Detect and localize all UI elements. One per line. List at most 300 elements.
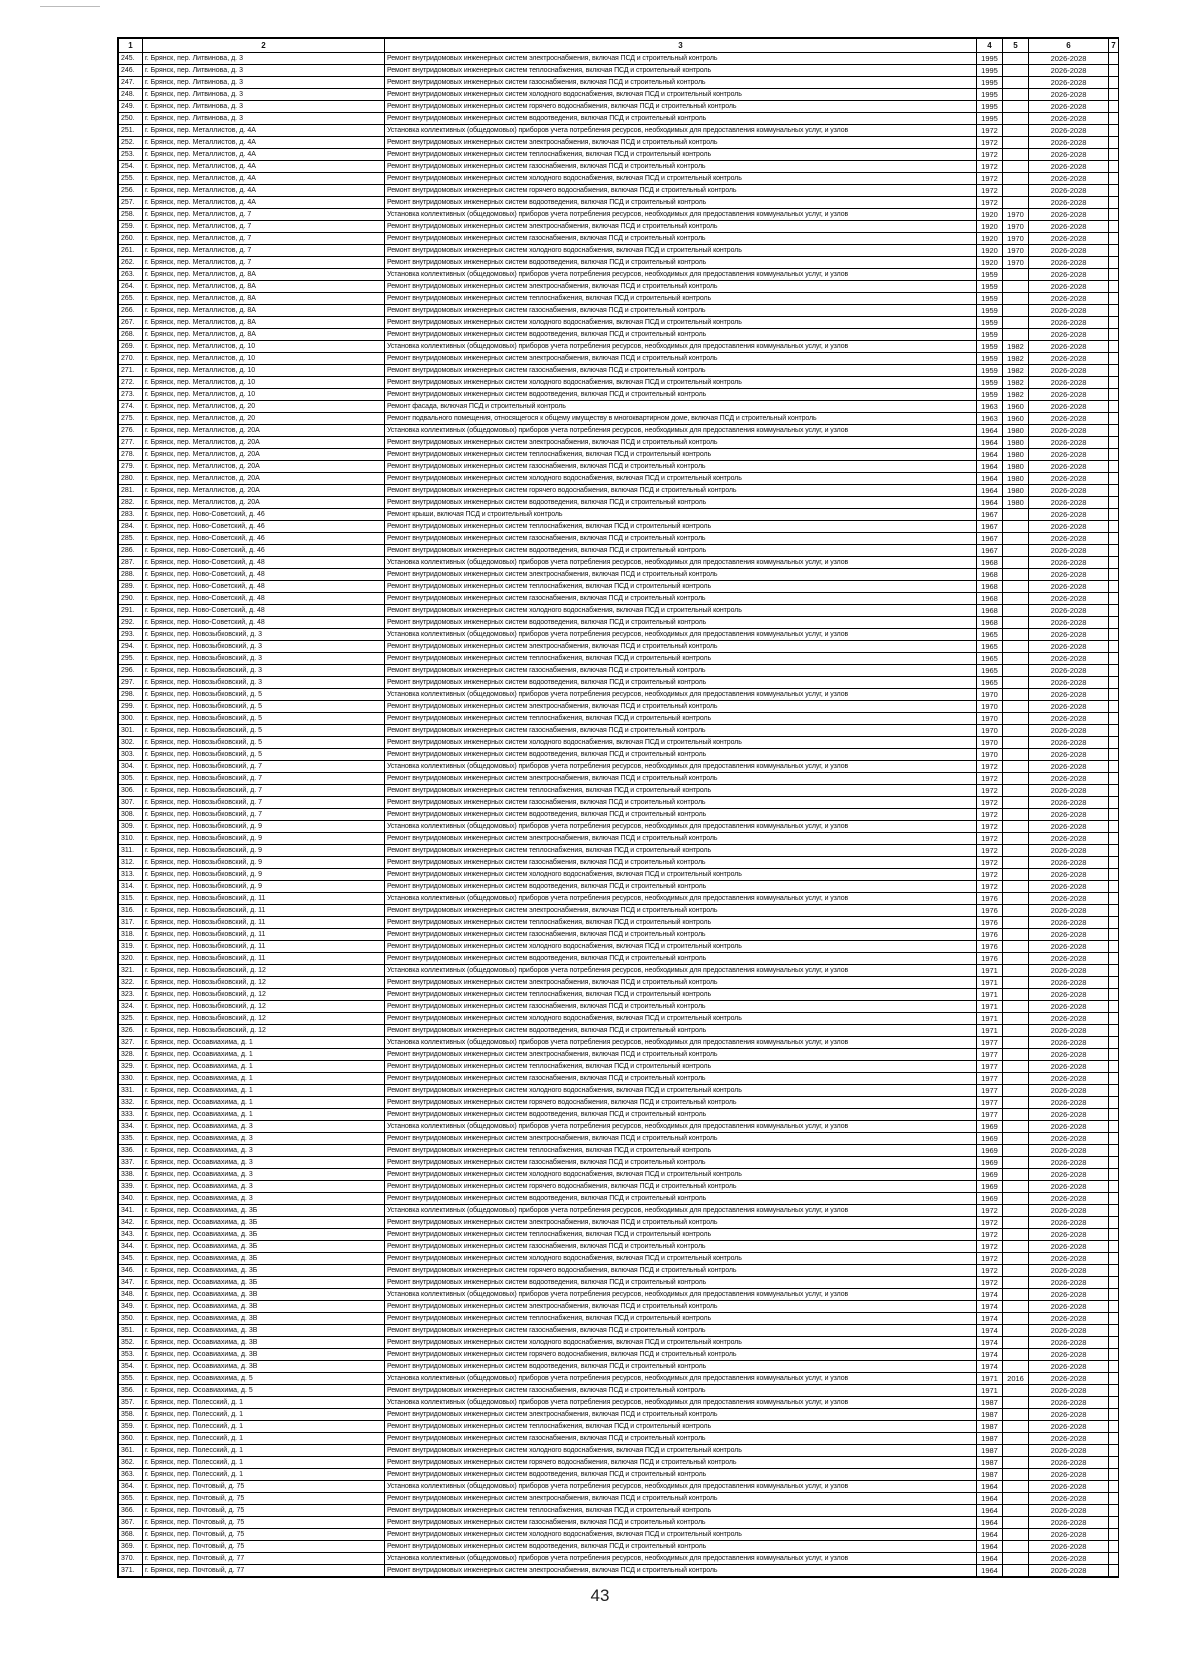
extra-cell bbox=[1109, 1469, 1119, 1481]
address-cell: г. Брянск, пер. Новозыбковский, д. 11 bbox=[143, 953, 385, 965]
period-cell: 2026-2028 bbox=[1029, 257, 1109, 269]
work-type-cell: Ремонт внутридомовых инженерных систем электроснабжения, включая ПСД и строительный контроль bbox=[385, 53, 977, 65]
row-number: 303. bbox=[119, 749, 143, 761]
period-cell: 2026-2028 bbox=[1029, 1157, 1109, 1169]
row-number: 304. bbox=[119, 761, 143, 773]
table-row bbox=[119, 701, 1119, 713]
period-cell: 2026-2028 bbox=[1029, 1277, 1109, 1289]
row-number: 335. bbox=[119, 1133, 143, 1145]
table-row bbox=[119, 1037, 1119, 1049]
build-year-cell: 1965 bbox=[977, 641, 1003, 653]
period-cell: 2026-2028 bbox=[1029, 1349, 1109, 1361]
row-number: 294. bbox=[119, 641, 143, 653]
table-row bbox=[119, 365, 1119, 377]
row-number: 368. bbox=[119, 1529, 143, 1541]
table-row bbox=[119, 1013, 1119, 1025]
work-type-cell: Ремонт внутридомовых инженерных систем газоснабжения, включая ПСД и строительный контроль bbox=[385, 1157, 977, 1169]
period-cell: 2026-2028 bbox=[1029, 1445, 1109, 1457]
table-row bbox=[119, 785, 1119, 797]
renovation-year-cell: 1982 bbox=[1003, 365, 1029, 377]
renovation-year-cell bbox=[1003, 305, 1029, 317]
renovation-year-cell: 2016 bbox=[1003, 1373, 1029, 1385]
work-type-cell: Ремонт внутридомовых инженерных систем холодного водоснабжения, включая ПСД и строительный контроль bbox=[385, 1253, 977, 1265]
period-cell: 2026-2028 bbox=[1029, 881, 1109, 893]
build-year-cell: 1964 bbox=[977, 1553, 1003, 1565]
extra-cell bbox=[1109, 953, 1119, 965]
build-year-cell: 1972 bbox=[977, 1277, 1003, 1289]
work-type-cell: Установка коллективных (общедомовых) приборов учета потребления ресурсов, необходимых для предоставления коммунальных услуг, и узлов bbox=[385, 689, 977, 701]
extra-cell bbox=[1109, 1193, 1119, 1205]
row-number: 365. bbox=[119, 1493, 143, 1505]
extra-cell bbox=[1109, 893, 1119, 905]
table-row bbox=[119, 809, 1119, 821]
build-year-cell: 1972 bbox=[977, 1265, 1003, 1277]
work-type-cell: Ремонт внутридомовых инженерных систем водоотведения, включая ПСД и строительный контроль bbox=[385, 881, 977, 893]
table-row bbox=[119, 509, 1119, 521]
address-cell: г. Брянск, пер. Новозыбковский, д. 7 bbox=[143, 761, 385, 773]
row-number: 328. bbox=[119, 1049, 143, 1061]
extra-cell bbox=[1109, 1049, 1119, 1061]
row-number: 287. bbox=[119, 557, 143, 569]
work-type-cell: Ремонт внутридомовых инженерных систем холодного водоснабжения, включая ПСД и строительный контроль bbox=[385, 377, 977, 389]
row-number: 319. bbox=[119, 941, 143, 953]
work-type-cell: Ремонт внутридомовых инженерных систем теплоснабжения, включая ПСД и строительный контроль bbox=[385, 1421, 977, 1433]
work-type-cell: Установка коллективных (общедомовых) приборов учета потребления ресурсов, необходимых для предоставления коммунальных услуг, и узлов bbox=[385, 425, 977, 437]
build-year-cell: 1964 bbox=[977, 461, 1003, 473]
build-year-cell: 1972 bbox=[977, 785, 1003, 797]
extra-cell bbox=[1109, 1145, 1119, 1157]
extra-cell bbox=[1109, 1253, 1119, 1265]
row-number: 297. bbox=[119, 677, 143, 689]
work-type-cell: Ремонт внутридомовых инженерных систем водоотведения, включая ПСД и строительный контроль bbox=[385, 677, 977, 689]
work-type-cell: Ремонт внутридомовых инженерных систем водоотведения, включая ПСД и строительный контроль bbox=[385, 749, 977, 761]
row-number: 248. bbox=[119, 89, 143, 101]
extra-cell bbox=[1109, 581, 1119, 593]
period-cell: 2026-2028 bbox=[1029, 461, 1109, 473]
build-year-cell: 1976 bbox=[977, 953, 1003, 965]
build-year-cell: 1969 bbox=[977, 1133, 1003, 1145]
extra-cell bbox=[1109, 809, 1119, 821]
address-cell: г. Брянск, пер. Новозыбковский, д. 9 bbox=[143, 881, 385, 893]
address-cell: г. Брянск, пер. Металлистов, д. 4А bbox=[143, 137, 385, 149]
work-type-cell: Ремонт внутридомовых инженерных систем газоснабжения, включая ПСД и строительный контроль bbox=[385, 665, 977, 677]
renovation-year-cell bbox=[1003, 1481, 1029, 1493]
address-cell: г. Брянск, пер. Новозыбковский, д. 9 bbox=[143, 833, 385, 845]
build-year-cell: 1987 bbox=[977, 1397, 1003, 1409]
build-year-cell: 1976 bbox=[977, 893, 1003, 905]
row-number: 320. bbox=[119, 953, 143, 965]
work-type-cell: Ремонт внутридомовых инженерных систем газоснабжения, включая ПСД и строительный контроль bbox=[385, 857, 977, 869]
work-type-cell: Ремонт внутридомовых инженерных систем электроснабжения, включая ПСД и строительный контроль bbox=[385, 701, 977, 713]
build-year-cell: 1965 bbox=[977, 653, 1003, 665]
renovation-year-cell bbox=[1003, 1397, 1029, 1409]
table-row bbox=[119, 905, 1119, 917]
address-cell: г. Брянск, пер. Новозыбковский, д. 12 bbox=[143, 977, 385, 989]
build-year-cell: 1995 bbox=[977, 89, 1003, 101]
work-type-cell: Установка коллективных (общедомовых) приборов учета потребления ресурсов, необходимых для предоставления коммунальных услуг, и узлов bbox=[385, 1289, 977, 1301]
address-cell: г. Брянск, пер. Металлистов, д. 4А bbox=[143, 173, 385, 185]
address-cell: г. Брянск, пер. Новозыбковский, д. 3 bbox=[143, 629, 385, 641]
row-number: 314. bbox=[119, 881, 143, 893]
extra-cell bbox=[1109, 305, 1119, 317]
table-row bbox=[119, 821, 1119, 833]
renovation-year-cell bbox=[1003, 77, 1029, 89]
work-type-cell: Ремонт внутридомовых инженерных систем теплоснабжения, включая ПСД и строительный контроль bbox=[385, 845, 977, 857]
renovation-year-cell bbox=[1003, 965, 1029, 977]
extra-cell bbox=[1109, 965, 1119, 977]
renovation-year-cell bbox=[1003, 557, 1029, 569]
address-cell: г. Брянск, пер. Новозыбковский, д. 9 bbox=[143, 869, 385, 881]
work-type-cell: Ремонт внутридомовых инженерных систем холодного водоснабжения, включая ПСД и строительный контроль bbox=[385, 1529, 977, 1541]
renovation-year-cell bbox=[1003, 101, 1029, 113]
build-year-cell: 1972 bbox=[977, 833, 1003, 845]
extra-cell bbox=[1109, 1493, 1119, 1505]
table-row bbox=[119, 1493, 1119, 1505]
renovation-year-cell bbox=[1003, 509, 1029, 521]
row-number: 349. bbox=[119, 1301, 143, 1313]
renovation-year-cell bbox=[1003, 1445, 1029, 1457]
table-row bbox=[119, 533, 1119, 545]
renovation-year-cell bbox=[1003, 1013, 1029, 1025]
extra-cell bbox=[1109, 1421, 1119, 1433]
row-number: 283. bbox=[119, 509, 143, 521]
extra-cell bbox=[1109, 209, 1119, 221]
period-cell: 2026-2028 bbox=[1029, 1109, 1109, 1121]
address-cell: г. Брянск, пер. Новозыбковский, д. 7 bbox=[143, 809, 385, 821]
table-row bbox=[119, 1445, 1119, 1457]
row-number: 333. bbox=[119, 1109, 143, 1121]
period-cell: 2026-2028 bbox=[1029, 821, 1109, 833]
extra-cell bbox=[1109, 521, 1119, 533]
row-number: 265. bbox=[119, 293, 143, 305]
row-number: 363. bbox=[119, 1469, 143, 1481]
table-row bbox=[119, 641, 1119, 653]
extra-cell bbox=[1109, 1529, 1119, 1541]
period-cell: 2026-2028 bbox=[1029, 1025, 1109, 1037]
column-header: 3 bbox=[385, 39, 977, 53]
build-year-cell: 1972 bbox=[977, 161, 1003, 173]
address-cell: г. Брянск, пер. Литвинова, д. 3 bbox=[143, 65, 385, 77]
work-type-cell: Ремонт внутридомовых инженерных систем холодного водоснабжения, включая ПСД и строительный контроль bbox=[385, 1085, 977, 1097]
extra-cell bbox=[1109, 125, 1119, 137]
page-number: 43 bbox=[590, 1586, 610, 1605]
row-number: 315. bbox=[119, 893, 143, 905]
build-year-cell: 1959 bbox=[977, 317, 1003, 329]
period-cell: 2026-2028 bbox=[1029, 1373, 1109, 1385]
table-row bbox=[119, 977, 1119, 989]
build-year-cell: 1969 bbox=[977, 1169, 1003, 1181]
build-year-cell: 1964 bbox=[977, 473, 1003, 485]
work-type-cell: Ремонт внутридомовых инженерных систем электроснабжения, включая ПСД и строительный контроль bbox=[385, 1301, 977, 1313]
build-year-cell: 1974 bbox=[977, 1301, 1003, 1313]
work-type-cell: Ремонт внутридомовых инженерных систем горячего водоснабжения, включая ПСД и строительный контроль bbox=[385, 1457, 977, 1469]
table-row bbox=[119, 113, 1119, 125]
row-number: 252. bbox=[119, 137, 143, 149]
work-type-cell: Ремонт внутридомовых инженерных систем электроснабжения, включая ПСД и строительный контроль bbox=[385, 281, 977, 293]
work-type-cell: Ремонт внутридомовых инженерных систем электроснабжения, включая ПСД и строительный контроль bbox=[385, 353, 977, 365]
build-year-cell: 1995 bbox=[977, 101, 1003, 113]
address-cell: г. Брянск, пер. Новозыбковский, д. 11 bbox=[143, 929, 385, 941]
table-row bbox=[119, 833, 1119, 845]
build-year-cell: 1959 bbox=[977, 389, 1003, 401]
row-number: 360. bbox=[119, 1433, 143, 1445]
period-cell: 2026-2028 bbox=[1029, 1421, 1109, 1433]
build-year-cell: 1959 bbox=[977, 353, 1003, 365]
table-row bbox=[119, 713, 1119, 725]
build-year-cell: 1974 bbox=[977, 1313, 1003, 1325]
work-type-cell: Ремонт подвального помещения, относящегося к общему имуществу в многоквартирном доме, включая ПСД и строительный контроль bbox=[385, 413, 977, 425]
period-cell: 2026-2028 bbox=[1029, 1541, 1109, 1553]
table-row bbox=[119, 1385, 1119, 1397]
extra-cell bbox=[1109, 365, 1119, 377]
work-type-cell: Ремонт внутридомовых инженерных систем теплоснабжения, включая ПСД и строительный контроль bbox=[385, 449, 977, 461]
period-cell: 2026-2028 bbox=[1029, 1565, 1109, 1577]
build-year-cell: 1970 bbox=[977, 713, 1003, 725]
period-cell: 2026-2028 bbox=[1029, 749, 1109, 761]
row-number: 251. bbox=[119, 125, 143, 137]
build-year-cell: 1972 bbox=[977, 857, 1003, 869]
period-cell: 2026-2028 bbox=[1029, 1145, 1109, 1157]
renovation-year-cell bbox=[1003, 593, 1029, 605]
table-row bbox=[119, 65, 1119, 77]
renovation-year-cell bbox=[1003, 149, 1029, 161]
table-row bbox=[119, 1553, 1119, 1565]
build-year-cell: 1972 bbox=[977, 869, 1003, 881]
table-row bbox=[119, 653, 1119, 665]
build-year-cell: 1987 bbox=[977, 1457, 1003, 1469]
build-year-cell: 1959 bbox=[977, 329, 1003, 341]
row-number: 371. bbox=[119, 1565, 143, 1577]
work-type-cell: Ремонт внутридомовых инженерных систем горячего водоснабжения, включая ПСД и строительный контроль bbox=[385, 1097, 977, 1109]
renovation-year-cell bbox=[1003, 173, 1029, 185]
extra-cell bbox=[1109, 1289, 1119, 1301]
row-number: 293. bbox=[119, 629, 143, 641]
build-year-cell: 1995 bbox=[977, 77, 1003, 89]
renovation-year-cell bbox=[1003, 1097, 1029, 1109]
renovation-year-cell bbox=[1003, 929, 1029, 941]
build-year-cell: 1967 bbox=[977, 509, 1003, 521]
work-type-cell: Ремонт внутридомовых инженерных систем теплоснабжения, включая ПСД и строительный контроль bbox=[385, 65, 977, 77]
row-number: 281. bbox=[119, 485, 143, 497]
work-type-cell: Ремонт внутридомовых инженерных систем водоотведения, включая ПСД и строительный контроль bbox=[385, 113, 977, 125]
renovation-year-cell bbox=[1003, 1265, 1029, 1277]
renovation-year-cell bbox=[1003, 881, 1029, 893]
row-number: 284. bbox=[119, 521, 143, 533]
work-type-cell: Установка коллективных (общедомовых) приборов учета потребления ресурсов, необходимых для предоставления коммунальных услуг, и узлов bbox=[385, 1205, 977, 1217]
table-row bbox=[119, 629, 1119, 641]
document-sheet bbox=[117, 37, 1119, 1578]
period-cell: 2026-2028 bbox=[1029, 701, 1109, 713]
address-cell: г. Брянск, пер. Осоавиахима, д. 1 bbox=[143, 1109, 385, 1121]
extra-cell bbox=[1109, 161, 1119, 173]
work-type-cell: Ремонт внутридомовых инженерных систем газоснабжения, включая ПСД и строительный контроль bbox=[385, 1385, 977, 1397]
work-type-cell: Ремонт внутридомовых инженерных систем теплоснабжения, включая ПСД и строительный контроль bbox=[385, 1229, 977, 1241]
work-type-cell: Установка коллективных (общедомовых) приборов учета потребления ресурсов, необходимых для предоставления коммунальных услуг, и узлов bbox=[385, 557, 977, 569]
extra-cell bbox=[1109, 377, 1119, 389]
row-number: 348. bbox=[119, 1289, 143, 1301]
work-type-cell: Установка коллективных (общедомовых) приборов учета потребления ресурсов, необходимых для предоставления коммунальных услуг, и узлов bbox=[385, 821, 977, 833]
row-number: 305. bbox=[119, 773, 143, 785]
address-cell: г. Брянск, пер. Полесский, д. 1 bbox=[143, 1469, 385, 1481]
extra-cell bbox=[1109, 197, 1119, 209]
address-cell: г. Брянск, пер. Новозыбковский, д. 12 bbox=[143, 1013, 385, 1025]
extra-cell bbox=[1109, 1277, 1119, 1289]
table-row bbox=[119, 917, 1119, 929]
table-row bbox=[119, 125, 1119, 137]
build-year-cell: 1969 bbox=[977, 1181, 1003, 1193]
extra-cell bbox=[1109, 1445, 1119, 1457]
period-cell: 2026-2028 bbox=[1029, 1013, 1109, 1025]
renovation-year-cell bbox=[1003, 317, 1029, 329]
extra-cell bbox=[1109, 1433, 1119, 1445]
address-cell: г. Брянск, пер. Новозыбковский, д. 5 bbox=[143, 725, 385, 737]
extra-cell bbox=[1109, 497, 1119, 509]
period-cell: 2026-2028 bbox=[1029, 677, 1109, 689]
address-cell: г. Брянск, пер. Металлистов, д. 20А bbox=[143, 449, 385, 461]
row-number: 322. bbox=[119, 977, 143, 989]
extra-cell bbox=[1109, 653, 1119, 665]
period-cell: 2026-2028 bbox=[1029, 233, 1109, 245]
build-year-cell: 1987 bbox=[977, 1433, 1003, 1445]
row-number: 288. bbox=[119, 569, 143, 581]
renovation-year-cell: 1980 bbox=[1003, 437, 1029, 449]
extra-cell bbox=[1109, 1001, 1119, 1013]
table-row bbox=[119, 1049, 1119, 1061]
extra-cell bbox=[1109, 833, 1119, 845]
address-cell: г. Брянск, пер. Осоавиахима, д. 3Б bbox=[143, 1277, 385, 1289]
table-row bbox=[119, 269, 1119, 281]
renovation-year-cell bbox=[1003, 761, 1029, 773]
row-number: 289. bbox=[119, 581, 143, 593]
table-row bbox=[119, 989, 1119, 1001]
address-cell: г. Брянск, пер. Полесский, д. 1 bbox=[143, 1433, 385, 1445]
build-year-cell: 1971 bbox=[977, 1385, 1003, 1397]
renovation-year-cell: 1980 bbox=[1003, 425, 1029, 437]
renovation-year-cell bbox=[1003, 197, 1029, 209]
renovation-year-cell bbox=[1003, 665, 1029, 677]
table-row bbox=[119, 53, 1119, 65]
period-cell: 2026-2028 bbox=[1029, 77, 1109, 89]
row-number: 327. bbox=[119, 1037, 143, 1049]
row-number: 263. bbox=[119, 269, 143, 281]
period-cell: 2026-2028 bbox=[1029, 593, 1109, 605]
row-number: 270. bbox=[119, 353, 143, 365]
table-row bbox=[119, 1277, 1119, 1289]
address-cell: г. Брянск, пер. Новозыбковский, д. 3 bbox=[143, 641, 385, 653]
work-type-cell: Ремонт внутридомовых инженерных систем газоснабжения, включая ПСД и строительный контроль bbox=[385, 1001, 977, 1013]
renovation-year-cell bbox=[1003, 977, 1029, 989]
period-cell: 2026-2028 bbox=[1029, 845, 1109, 857]
extra-cell bbox=[1109, 1073, 1119, 1085]
period-cell: 2026-2028 bbox=[1029, 1133, 1109, 1145]
work-type-cell: Установка коллективных (общедомовых) приборов учета потребления ресурсов, необходимых для предоставления коммунальных услуг, и узлов bbox=[385, 1373, 977, 1385]
address-cell: г. Брянск, пер. Металлистов, д. 20А bbox=[143, 437, 385, 449]
build-year-cell: 1972 bbox=[977, 821, 1003, 833]
build-year-cell: 1920 bbox=[977, 221, 1003, 233]
renovation-year-cell bbox=[1003, 605, 1029, 617]
address-cell: г. Брянск, пер. Металлистов, д. 4А bbox=[143, 161, 385, 173]
row-number: 262. bbox=[119, 257, 143, 269]
address-cell: г. Брянск, пер. Осоавиахима, д. 3В bbox=[143, 1337, 385, 1349]
address-cell: г. Брянск, пер. Осоавиахима, д. 1 bbox=[143, 1073, 385, 1085]
row-number: 245. bbox=[119, 53, 143, 65]
renovation-year-cell bbox=[1003, 185, 1029, 197]
address-cell: г. Брянск, пер. Почтовый, д. 75 bbox=[143, 1493, 385, 1505]
table-row bbox=[119, 137, 1119, 149]
row-number: 355. bbox=[119, 1373, 143, 1385]
period-cell: 2026-2028 bbox=[1029, 401, 1109, 413]
work-type-cell: Ремонт внутридомовых инженерных систем водоотведения, включая ПСД и строительный контроль bbox=[385, 1361, 977, 1373]
work-type-cell: Установка коллективных (общедомовых) приборов учета потребления ресурсов, необходимых для предоставления коммунальных услуг, и узлов bbox=[385, 1481, 977, 1493]
period-cell: 2026-2028 bbox=[1029, 725, 1109, 737]
build-year-cell: 1972 bbox=[977, 185, 1003, 197]
table-row bbox=[119, 941, 1119, 953]
build-year-cell: 1964 bbox=[977, 1505, 1003, 1517]
table-row bbox=[119, 1421, 1119, 1433]
extra-cell bbox=[1109, 437, 1119, 449]
table-row bbox=[119, 209, 1119, 221]
work-type-cell: Ремонт внутридомовых инженерных систем водоотведения, включая ПСД и строительный контроль bbox=[385, 389, 977, 401]
work-type-cell: Ремонт внутридомовых инженерных систем холодного водоснабжения, включая ПСД и строительный контроль bbox=[385, 605, 977, 617]
work-type-cell: Ремонт внутридомовых инженерных систем водоотведения, включая ПСД и строительный контроль bbox=[385, 545, 977, 557]
address-cell: г. Брянск, пер. Осоавиахима, д. 3 bbox=[143, 1145, 385, 1157]
table-row bbox=[119, 1541, 1119, 1553]
renovation-year-cell bbox=[1003, 1025, 1029, 1037]
period-cell: 2026-2028 bbox=[1029, 689, 1109, 701]
work-type-cell: Ремонт внутридомовых инженерных систем теплоснабжения, включая ПСД и строительный контроль bbox=[385, 1061, 977, 1073]
row-number: 285. bbox=[119, 533, 143, 545]
period-cell: 2026-2028 bbox=[1029, 917, 1109, 929]
table-row bbox=[119, 473, 1119, 485]
table-row bbox=[119, 953, 1119, 965]
table-row bbox=[119, 881, 1119, 893]
row-number: 356. bbox=[119, 1385, 143, 1397]
build-year-cell: 1976 bbox=[977, 905, 1003, 917]
period-cell: 2026-2028 bbox=[1029, 497, 1109, 509]
renovation-year-cell bbox=[1003, 1073, 1029, 1085]
row-number: 272. bbox=[119, 377, 143, 389]
address-cell: г. Брянск, пер. Ново-Советский, д. 48 bbox=[143, 593, 385, 605]
work-type-cell: Ремонт внутридомовых инженерных систем холодного водоснабжения, включая ПСД и строительный контроль bbox=[385, 473, 977, 485]
address-cell: г. Брянск, пер. Осоавиахима, д. 1 bbox=[143, 1037, 385, 1049]
row-number: 295. bbox=[119, 653, 143, 665]
row-number: 346. bbox=[119, 1265, 143, 1277]
table-row bbox=[119, 1025, 1119, 1037]
period-cell: 2026-2028 bbox=[1029, 1073, 1109, 1085]
extra-cell bbox=[1109, 677, 1119, 689]
address-cell: г. Брянск, пер. Почтовый, д. 75 bbox=[143, 1517, 385, 1529]
work-type-cell: Ремонт внутридомовых инженерных систем электроснабжения, включая ПСД и строительный контроль bbox=[385, 1217, 977, 1229]
row-number: 268. bbox=[119, 329, 143, 341]
period-cell: 2026-2028 bbox=[1029, 137, 1109, 149]
row-number: 337. bbox=[119, 1157, 143, 1169]
extra-cell bbox=[1109, 605, 1119, 617]
build-year-cell: 1964 bbox=[977, 1565, 1003, 1577]
address-cell: г. Брянск, пер. Металлистов, д. 10 bbox=[143, 353, 385, 365]
row-number: 306. bbox=[119, 785, 143, 797]
work-type-cell: Ремонт внутридомовых инженерных систем водоотведения, включая ПСД и строительный контроль bbox=[385, 1469, 977, 1481]
table-row bbox=[119, 1097, 1119, 1109]
renovation-year-cell bbox=[1003, 89, 1029, 101]
renovation-year-cell bbox=[1003, 713, 1029, 725]
build-year-cell: 1987 bbox=[977, 1421, 1003, 1433]
address-cell: г. Брянск, пер. Полесский, д. 1 bbox=[143, 1409, 385, 1421]
work-type-cell: Ремонт внутридомовых инженерных систем водоотведения, включая ПСД и строительный контроль bbox=[385, 809, 977, 821]
extra-cell bbox=[1109, 689, 1119, 701]
address-cell: г. Брянск, пер. Новозыбковский, д. 3 bbox=[143, 677, 385, 689]
work-type-cell: Ремонт внутридомовых инженерных систем газоснабжения, включая ПСД и строительный контроль bbox=[385, 1325, 977, 1337]
address-cell: г. Брянск, пер. Литвинова, д. 3 bbox=[143, 101, 385, 113]
